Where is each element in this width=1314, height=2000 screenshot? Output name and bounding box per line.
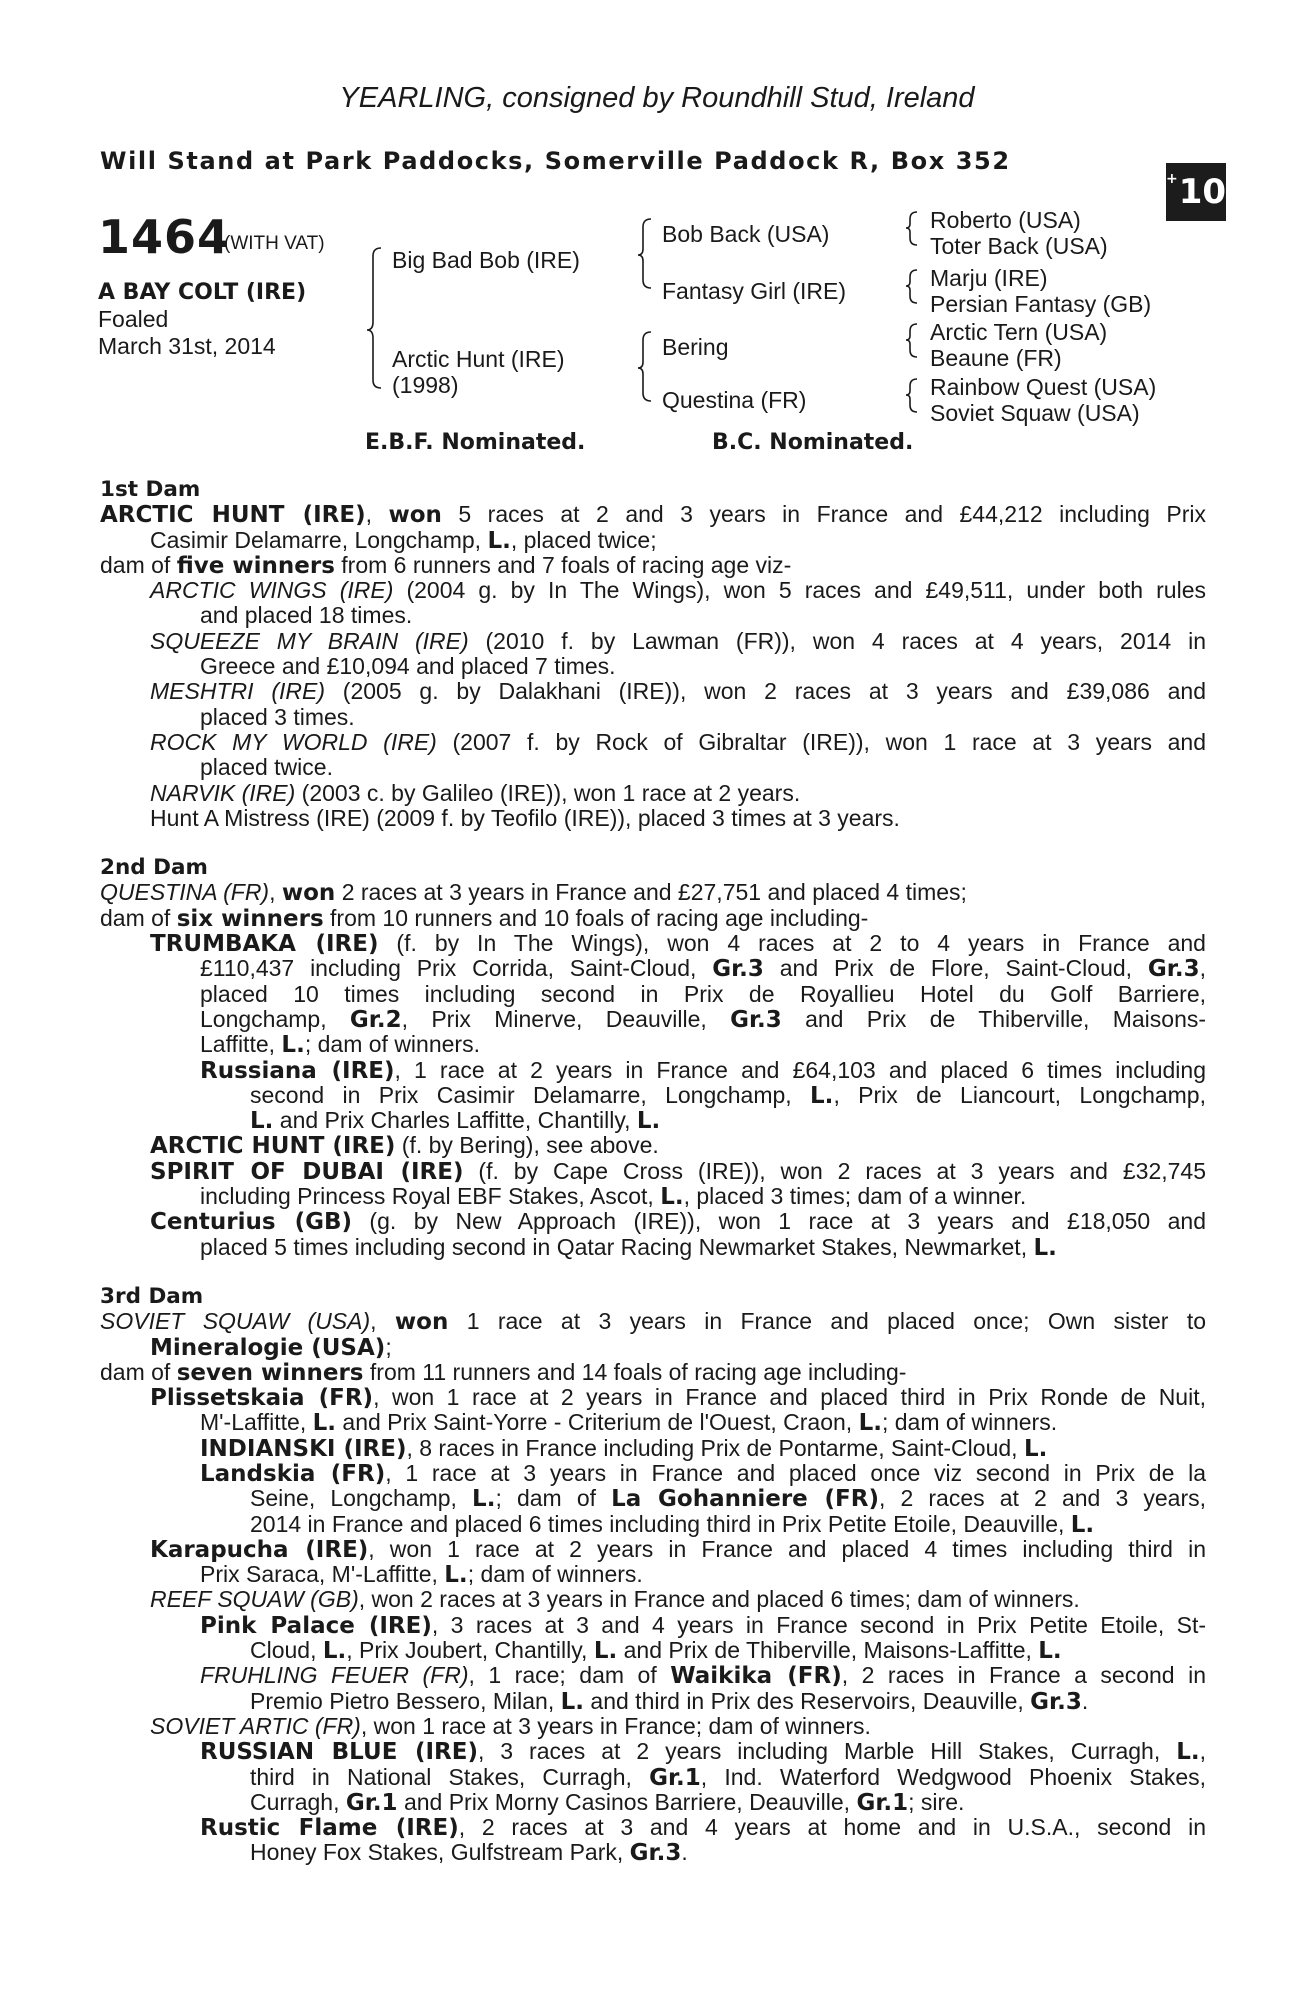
progeny-line: Cloud, L., Prix Joubert, Chantilly, L. and Prix de Thiberville, Maisons-Laffitte, L. (250, 1637, 1062, 1665)
progeny-line: M'-Laffitte, L. and Prix Saint-Yorre - Criterium de l'Ouest, Craon, L.; dam of winners. (200, 1409, 1058, 1437)
progeny-line: 2014 in France and placed 6 times including third in Prix Petite Etoile, Deauville, L. (250, 1510, 1095, 1538)
progeny-line: Prix Saraca, M'-Laffitte, L.; dam of winners. (200, 1561, 643, 1589)
first-dam-line: dam of five winners from 6 runners and 7 foals of racing age viz- (100, 551, 792, 579)
third-dam-line: Mineralogie (USA); (150, 1333, 392, 1361)
granddam-2: Toter Back (USA) (930, 233, 1108, 259)
progeny-line: Honey Fox Stakes, Gulfstream Park, Gr.3. (250, 1839, 688, 1867)
progeny-line: Greece and £10,094 and placed 7 times. (200, 653, 616, 680)
stand-location: Will Stand at Park Paddocks, Somerville Paddock R, Box 352 (100, 147, 1011, 175)
foaled-label: Foaled (98, 306, 169, 332)
third-dam-heading: 3rd Dam (100, 1283, 204, 1309)
progeny-line: Laffitte, L.; dam of winners. (200, 1031, 480, 1059)
second-dam-heading: 2nd Dam (100, 855, 208, 881)
progeny-line: placed 3 times. (200, 703, 355, 730)
granddam-4: Persian Fantasy (GB) (930, 291, 1152, 317)
progeny-line: Russiana (IRE), 1 race at 2 years in France and £64,103 and placed 6 times including (200, 1056, 1207, 1084)
progeny-line: placed 5 times including second in Qatar Racing Newmarket Stakes, Newmarket, L. (200, 1233, 1057, 1261)
horse-name: A BAY COLT (IRE) (98, 280, 307, 305)
first-dam-line: ARCTIC HUNT (IRE), won 5 races at 2 and 3 years in France and £44,212 including Prix (100, 501, 1206, 529)
grandsire-1: Roberto (USA) (930, 207, 1081, 233)
progeny-line: Centurius (GB) (g. by New Approach (IRE)), won 1 race at 3 years and £18,050 and (150, 1208, 1206, 1236)
granddam-6: Beaune (FR) (930, 345, 1062, 371)
progeny-line: third in National Stakes, Curragh, Gr.1, Ind. Waterford Wedgwood Phoenix Stakes, (250, 1763, 1206, 1791)
day-badge-plus: + (1165, 171, 1178, 187)
progeny-line: L. and Prix Charles Laffitte, Chantilly, L. (250, 1107, 661, 1135)
dam-sire-name: Bering (662, 334, 729, 360)
progeny-line: MESHTRI (IRE) (2005 g. by Dalakhani (IRE)), won 2 races at 3 years and £39,086 and (150, 678, 1206, 705)
progeny-line: and placed 18 times. (200, 602, 413, 629)
progeny-line: placed twice. (200, 754, 333, 781)
page-title: YEARLING, consigned by Roundhill Stud, Ireland (339, 82, 975, 114)
grandsire-7: Rainbow Quest (USA) (930, 374, 1157, 400)
progeny-line: FRUHLING FEUER (FR), 1 race; dam of Waikika (FR), 2 races in France a second in (200, 1662, 1206, 1690)
third-dam-line: SOVIET SQUAW (USA), won 1 race at 3 years in France and placed once; Own sister to (100, 1308, 1207, 1336)
grandsire-5: Arctic Tern (USA) (930, 319, 1108, 345)
sire-dam-name: Fantasy Girl (IRE) (662, 278, 847, 304)
progeny-line: ROCK MY WORLD (IRE) (2007 f. by Rock of Gibraltar (IRE)), won 1 race at 3 years and (150, 728, 1206, 755)
progeny-line: TRUMBAKA (IRE) (f. by In The Wings), won 4 races at 2 to 4 years in France and (150, 930, 1206, 958)
sire-sire-name: Bob Back (USA) (662, 221, 830, 247)
progeny-line: Pink Palace (IRE), 3 races at 3 and 4 years in France second in Prix Petite Etoile, St- (200, 1611, 1206, 1639)
sire-name: Big Bad Bob (IRE) (392, 247, 580, 273)
progeny-line: SOVIET ARTIC (FR), won 1 race at 3 years in France; dam of winners. (150, 1712, 871, 1739)
second-dam-line: dam of six winners from 10 runners and 10 foals of racing age including- (100, 904, 869, 932)
catalogue-body (100, 477, 1206, 1866)
progeny-line: SQUEEZE MY BRAIN (IRE) (2010 f. by Lawman (FR)), won 4 races at 4 years, 2014 in (150, 627, 1206, 654)
first-dam-line: Casimir Delamarre, Longchamp, L., placed twice; (150, 526, 657, 554)
progeny-line: NARVIK (IRE) (2003 c. by Galileo (IRE)), won 1 race at 2 years. (150, 779, 801, 806)
progeny-line: Longchamp, Gr.2, Prix Minerve, Deauville, Gr.3 and Prix de Thiberville, Maisons- (200, 1005, 1207, 1033)
second-dam-line: QUESTINA (FR), won 2 races at 3 years in France and £27,751 and placed 4 times; (100, 879, 967, 907)
first-dam-heading: 1st Dam (100, 477, 201, 502)
grandsire-3: Marju (IRE) (930, 265, 1048, 291)
progeny-line: RUSSIAN BLUE (IRE), 3 races at 2 years including Marble Hill Stakes, Curragh, L., (200, 1738, 1206, 1766)
progeny-line: ARCTIC HUNT (IRE) (f. by Bering), see above. (150, 1132, 659, 1160)
progeny-line: including Princess Royal EBF Stakes, Ascot, L., placed 3 times; dam of a winner. (200, 1183, 1027, 1211)
progeny-line: SPIRIT OF DUBAI (IRE) (f. by Cape Cross (IRE)), won 2 races at 3 years and £32,745 (150, 1157, 1206, 1185)
progeny-line: Seine, Longchamp, L.; dam of La Gohanniere (FR), 2 races at 2 and 3 years, (250, 1485, 1206, 1513)
dam-name: Arctic Hunt (IRE) (392, 346, 565, 372)
progeny-line: second in Prix Casimir Delamarre, Longchamp, L., Prix de Liancourt, Longchamp, (250, 1081, 1206, 1109)
progeny-line: REEF SQUAW (GB), won 2 races at 3 years in France and placed 6 times; dam of winners. (150, 1586, 1080, 1613)
third-dam-line: dam of seven winners from 11 runners and 14 foals of racing age including- (100, 1358, 907, 1386)
progeny-line: INDIANSKI (IRE), 8 races in France including Prix de Pontarme, Saint-Cloud, L. (200, 1434, 1048, 1462)
progeny-line: Karapucha (IRE), won 1 race at 2 years in France and placed 4 times including third in (150, 1535, 1206, 1563)
granddam-8: Soviet Squaw (USA) (930, 400, 1140, 426)
progeny-line: placed 10 times including second in Prix de Royallieu Hotel du Golf Barriere, (200, 980, 1206, 1007)
ebf-nominated: E.B.F. Nominated. (365, 430, 586, 455)
progeny-line: Landskia (FR), 1 race at 3 years in France and placed once viz second in Prix de la (200, 1459, 1206, 1487)
progeny-line: Rustic Flame (IRE), 2 races at 3 and 4 years at home and in U.S.A., second in (200, 1814, 1206, 1842)
progeny-line: Plissetskaia (FR), won 1 race at 2 years in France and placed third in Prix Ronde de Nuit, (150, 1384, 1206, 1412)
progeny-line: Curragh, Gr.1 and Prix Morny Casinos Barriere, Deauville, Gr.1; sire. (250, 1788, 965, 1816)
dam-year: (1998) (392, 372, 459, 398)
vat-note: (WITH VAT) (224, 233, 325, 254)
progeny-line: Hunt A Mistress (IRE) (2009 f. by Teofilo (IRE)), placed 3 times at 3 years. (150, 804, 900, 831)
progeny-line: £110,437 including Prix Corrida, Saint-Cloud, Gr.3 and Prix de Flore, Saint-Cloud, Gr.3, (200, 955, 1206, 983)
progeny-line: Premio Pietro Bessero, Milan, L. and third in Prix des Reservoirs, Deauville, Gr.3. (250, 1687, 1089, 1715)
lot-number: 1464 (98, 210, 231, 264)
bc-nominated: B.C. Nominated. (712, 430, 914, 455)
progeny-line: ARCTIC WINGS (IRE) (2004 g. by In The Wings), won 5 races and £49,511, under both rules (150, 577, 1206, 604)
foaled-date: March 31st, 2014 (98, 333, 276, 359)
day-badge-number: 10 (1178, 172, 1227, 212)
dam-dam-name: Questina (FR) (662, 387, 807, 413)
